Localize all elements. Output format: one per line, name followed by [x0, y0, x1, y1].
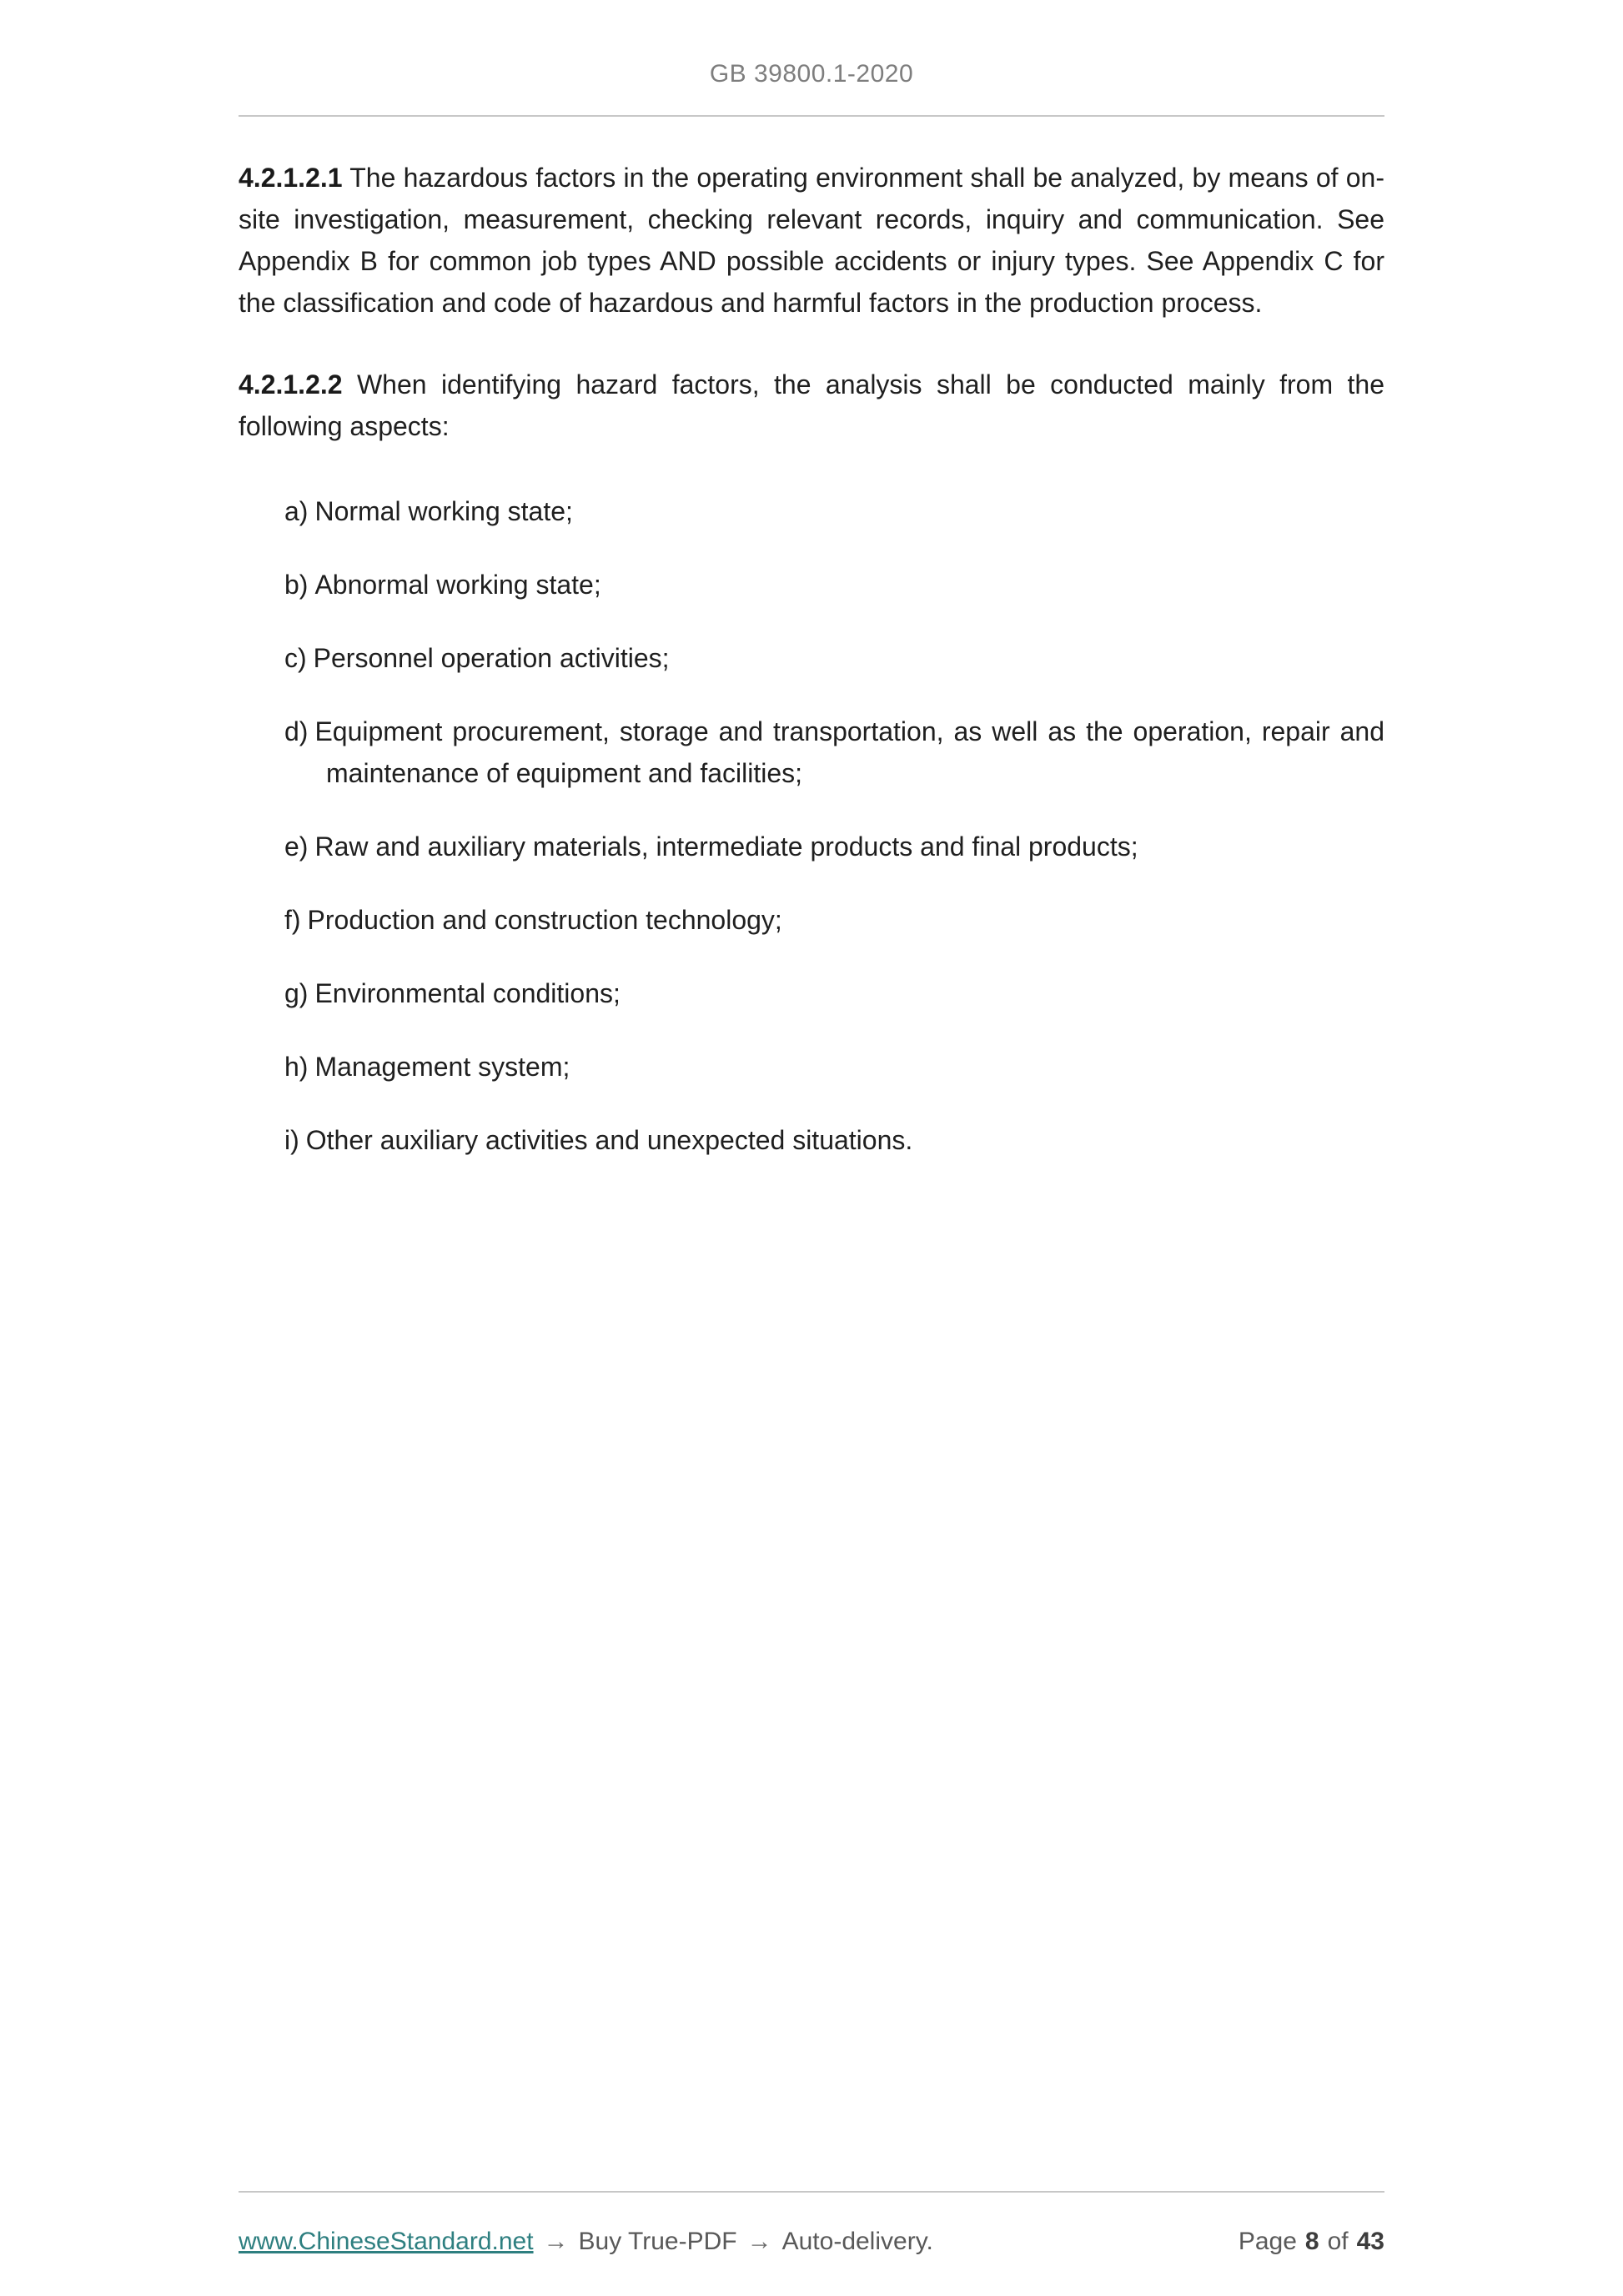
current-page-number: 8: [1304, 2228, 1319, 2255]
list-item: [284, 637, 1384, 679]
header-divider: [239, 115, 1384, 117]
paragraph-4-2-1-2-2: [239, 364, 1384, 447]
list-item: [284, 972, 1384, 1014]
arrow-icon: →: [543, 2228, 569, 2255]
list-marker: e): [284, 831, 309, 862]
list-item-text: Management system;: [314, 1052, 570, 1082]
list-item-text: Production and construction technology;: [307, 905, 782, 935]
arrow-icon: →: [746, 2228, 772, 2255]
of-label: of: [1327, 2228, 1349, 2255]
website-link[interactable]: www.ChineseStandard.net: [239, 2228, 534, 2255]
standard-number: GB 39800.1-2020: [709, 60, 914, 88]
list-item: [284, 899, 1384, 941]
total-page-number: 43: [1356, 2228, 1384, 2255]
list-marker: g): [284, 978, 309, 1008]
list-marker: h): [284, 1052, 309, 1082]
section-number: 4.2.1.2.2: [239, 369, 343, 399]
auto-delivery-label: Auto-delivery.: [781, 2228, 933, 2255]
list-marker: f): [284, 905, 301, 935]
section-number: 4.2.1.2.1: [239, 163, 343, 193]
list-marker: a): [284, 496, 309, 526]
list-item: [284, 490, 1384, 532]
list-item: [284, 564, 1384, 605]
page-header: [239, 0, 1384, 88]
page-label: Page: [1238, 2228, 1297, 2255]
list-item: [284, 1046, 1384, 1088]
list-marker: c): [284, 643, 307, 673]
buy-true-pdf-label: Buy True-PDF: [578, 2228, 737, 2255]
aspect-list: [239, 490, 1384, 1161]
footer-source-line: [239, 2228, 933, 2256]
list-item-text: Abnormal working state;: [314, 570, 601, 600]
document-body: [239, 157, 1384, 1161]
list-item-text: Equipment procurement, storage and transportation, as well as the operation, repair and maintenance of equipment and facilities;: [314, 716, 1384, 788]
list-item: [284, 711, 1384, 794]
list-marker: d): [284, 716, 309, 746]
paragraph-text: When identifying hazard factors, the analysis shall be conducted mainly from the following aspects:: [239, 369, 1384, 441]
list-item-text: Environmental conditions;: [314, 978, 621, 1008]
list-item: [284, 826, 1384, 867]
paragraph-4-2-1-2-1: [239, 157, 1384, 324]
list-item: [284, 1119, 1384, 1161]
list-item-text: Other auxiliary activities and unexpected situations.: [305, 1125, 913, 1155]
list-marker: i): [284, 1125, 299, 1155]
list-item-text: Normal working state;: [314, 496, 573, 526]
paragraph-text: The hazardous factors in the operating environment shall be analyzed, by means of on-site investigation, measurement, checking relevant records, inquiry and communication. See Appendix B for common job types AND possible accidents or injury types. See Appendix C for the classification and code of hazardous and harmful factors in the production process.: [239, 163, 1385, 318]
list-item-text: Personnel operation activities;: [313, 643, 670, 673]
page-indicator: [1239, 2228, 1384, 2256]
list-item-text: Raw and auxiliary materials, intermediate products and final products;: [314, 831, 1138, 862]
list-marker: b): [284, 570, 309, 600]
page-footer: [239, 2191, 1384, 2256]
